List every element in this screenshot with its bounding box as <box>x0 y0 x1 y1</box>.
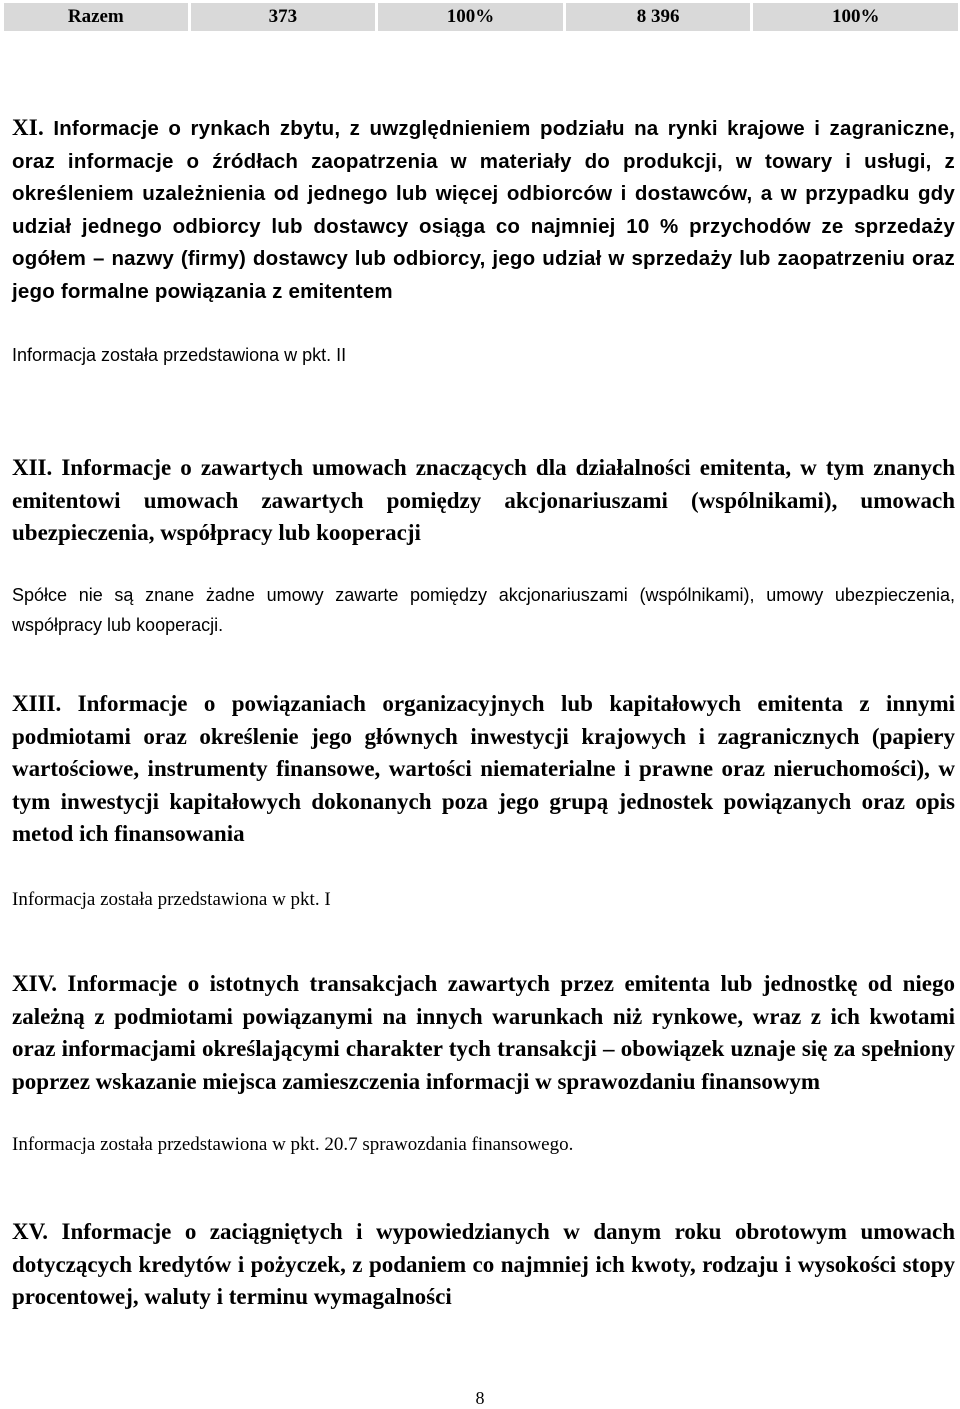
section-body: Informacja została przedstawiona w pkt. I <box>12 888 331 910</box>
section-title: Informacje o rynkach zbytu, z uwzględnieniem podziału na rynki krajowe i zagraniczne, oraz informacje o źródłach zaopatrzenia w materiały do produkcji, w towary i usługi, z określeniem uzależnienia od jednego lub więcej odbiorców i dostawców, a w przypadku gdy udział jednego odbiorcy lub dostawcy osiąga co najmniej 10 % przychodów ze sprzedaży ogółem – nazwy (firmy) dostawcy lub odbiorcy, jego udział w sprzedaży lub zaopatrzeniu oraz jego formalne powiązania z emitentem <box>12 117 955 303</box>
summary-value: 8 396 <box>566 3 751 31</box>
section-number: XII. <box>12 455 53 480</box>
section-body: Informacja została przedstawiona w pkt. II <box>12 345 347 365</box>
section-xiv <box>12 968 955 1160</box>
section-title: Informacje o zawartych umowach znaczących dla działalności emitenta, w tym znanych emitentowi umowach zawartych pomiędzy akcjonariuszami (wspólnikami), umowach ubezpieczenia, współpracy lub kooperacji <box>12 455 955 545</box>
summary-value-pct: 100% <box>753 3 958 31</box>
section-xii <box>12 452 955 640</box>
section-xv <box>12 1216 955 1314</box>
section-heading <box>12 968 955 1098</box>
section-xiii <box>12 688 955 915</box>
section-number: XIV. <box>12 971 57 996</box>
page-number: 8 <box>475 1388 485 1408</box>
section-title: Informacje o istotnych transakcjach zawartych przez emitenta lub jednostkę od niego zależną z podmiotami powiązanymi na innych warunkach niż rynkowe, wraz z ich kwotami oraz informacjami określającymi charakter tych transakcji – obowiązek uznaje się za spełniony poprzez wskazanie miejsca zamieszczenia informacji w sprawozdaniu finansowym <box>12 971 956 1094</box>
section-body: Informacja została przedstawiona w pkt. 20.7 sprawozdania finansowego. <box>12 1134 574 1155</box>
summary-label: Razem <box>4 3 188 31</box>
section-body: Spółce nie są znane żadne umowy zawarte pomiędzy akcjonariuszami (wspólnikami), umowy ubezpieczenia, współpracy lub kooperacji. <box>12 584 955 635</box>
section-title: Informacje o powiązaniach organizacyjnych lub kapitałowych emitenta z innymi podmiotami oraz określenie jego głównych inwestycji krajowych i zagranicznych (papiery wartościowe, instrumenty finansowe, wartości niematerialne i prawne oraz nieruchomości), w tym inwestycji kapitałowych dokonanych poza jego grupą jednostek powiązanych oraz opis metod ich finansowania <box>12 691 956 846</box>
section-number: XV. <box>12 1219 49 1244</box>
summary-count: 373 <box>191 3 376 31</box>
section-number: XIII. <box>12 691 62 716</box>
section-heading <box>12 688 955 851</box>
summary-count-pct: 100% <box>378 3 563 31</box>
section-xi <box>12 112 955 370</box>
section-number: XI. <box>12 115 44 140</box>
section-title: Informacje o zaciągniętych i wypowiedzianych w danym roku obrotowym umowach dotyczących kredytów i pożyczek, z podaniem co najmniej ich kwoty, rodzaju i wysokości stopy procentowej, waluty i terminu wymagalności <box>12 1219 956 1309</box>
section-heading <box>12 1216 955 1314</box>
summary-row <box>4 3 958 31</box>
section-heading <box>12 112 955 308</box>
section-heading <box>12 452 955 550</box>
